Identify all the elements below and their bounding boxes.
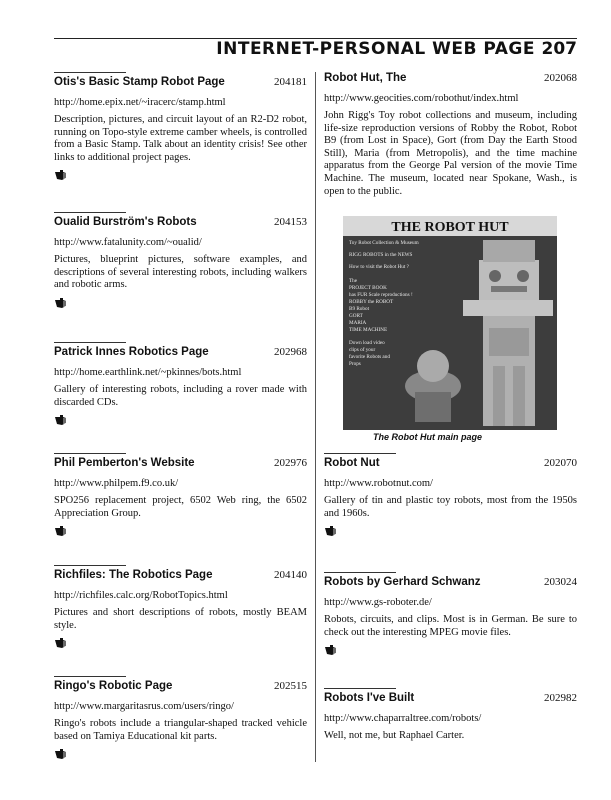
menu-line: TIME MACHINE <box>349 327 388 333</box>
entry-title: Patrick Innes Robotics Page <box>54 346 209 358</box>
entry-robot-nut <box>324 453 577 542</box>
entry-description: Well, not me, but Raphael Carter. <box>324 730 465 741</box>
entry-url[interactable]: http://www.geocities.com/robothut/index.html <box>324 93 519 104</box>
entry-header <box>54 569 307 581</box>
entry-title: Robot Nut <box>324 457 380 469</box>
hand-pointer-icon <box>54 748 68 760</box>
entry-code: 204153 <box>274 216 307 228</box>
hand-pointer-icon <box>324 644 338 656</box>
entry-url[interactable]: http://www.philpem.f9.co.uk/ <box>54 478 179 489</box>
entry-code: 202070 <box>544 457 577 469</box>
entry-url[interactable]: http://www.gs-roboter.de/ <box>324 597 432 608</box>
menu-line: MARIA <box>349 320 367 326</box>
entry-description: Pictures and short descriptions of robots, mostly BEAM style. <box>54 607 307 631</box>
menu-line: clips of your <box>349 347 376 353</box>
entry-header <box>54 76 307 88</box>
entry-description: Robots, circuits, and clips. Most is in German. Be sure to check out the interesting MPEG movie files. <box>324 614 577 638</box>
entry-header <box>324 457 577 469</box>
entry-code: 202515 <box>274 680 307 692</box>
menu-line: PROJECT BOOK <box>349 285 387 291</box>
entry-description: Description, pictures, and circuit layout of an R2-D2 robot, running on Topo-style extreme camber wheels, is controlled from a Basic Stamp. Talk about an identity crisis! See other links to additional project pages. <box>54 114 307 163</box>
entry-title: Robots by Gerhard Schwanz <box>324 576 481 588</box>
page-title: INTERNET-PERSONAL WEB PAGE <box>216 39 535 59</box>
entry-header <box>324 576 577 588</box>
entry-code: 202976 <box>274 457 307 469</box>
entry-title: Richfiles: The Robotics Page <box>54 569 213 581</box>
menu-line: The <box>349 278 358 284</box>
entry-rule <box>324 453 396 454</box>
page-header <box>54 38 577 60</box>
menu-line: How to visit the Robot Hut ? <box>349 264 409 270</box>
entry-rule <box>54 453 126 454</box>
entry-rule <box>54 212 126 213</box>
entry-code: 204181 <box>274 76 307 88</box>
entry-code: 202968 <box>274 346 307 358</box>
hand-pointer-icon <box>54 297 68 309</box>
hand-pointer-icon <box>54 637 68 649</box>
entry-description: SPO256 replacement project, 6502 Web ring, the 6502 Appreciation Group. <box>54 495 307 519</box>
robot-hut-screenshot <box>343 216 557 430</box>
menu-line: Toy Robot Collection & Museum <box>349 240 419 246</box>
menu-line: Down load video <box>349 340 385 346</box>
entry-header <box>54 457 307 469</box>
entry-rule <box>54 72 126 73</box>
menu-line: ROBBY the ROBOT <box>349 299 394 305</box>
entry-code: 202982 <box>544 692 577 704</box>
entry-oualid <box>54 212 307 314</box>
hand-pointer-icon <box>54 525 68 537</box>
entry-title: Phil Pemberton's Website <box>54 457 195 469</box>
page-number: 207 <box>541 39 577 59</box>
entry-url[interactable]: http://home.earthlink.net/~pkinnes/bots.html <box>54 367 242 378</box>
robot-hut-image <box>343 216 557 430</box>
entry-description: Ringo's robots include a triangular-shaped tracked vehicle based on Tamiya Educational kit parts. <box>54 718 307 742</box>
entry-url[interactable]: http://www.chaparraltree.com/robots/ <box>324 713 482 724</box>
entry-title: Ringo's Robotic Page <box>54 680 173 692</box>
entry-url[interactable]: http://www.robotnut.com/ <box>324 478 433 489</box>
entry-rule <box>54 342 126 343</box>
menu-line: RIGG ROBOTS in the NEWS <box>349 252 413 258</box>
figure-caption: The Robot Hut main page <box>373 432 482 442</box>
entry-header <box>54 346 307 358</box>
entry-title: Robots I've Built <box>324 692 415 704</box>
entry-description: Pictures, blueprint pictures, software examples, and descriptions of several interesting robots, including walkers and robotic arms. <box>54 254 307 291</box>
menu-line: has FUR Scale reproductions ! <box>349 292 413 298</box>
entry-title: Otis's Basic Stamp Robot Page <box>54 76 225 88</box>
entry-url[interactable]: http://www.fatalunity.com/~oualid/ <box>54 237 202 248</box>
entry-code: 202068 <box>544 72 577 84</box>
entry-header <box>324 692 577 704</box>
hand-pointer-icon <box>54 414 68 426</box>
entry-header <box>54 216 307 228</box>
entry-description: Gallery of tin and plastic toy robots, most from the 1950s and 1960s. <box>324 495 577 519</box>
entry-otis <box>54 72 307 186</box>
entry-rule <box>54 676 126 677</box>
entry-robots-ive-built <box>324 688 577 743</box>
menu-line: GORT <box>349 313 363 319</box>
entry-code: 203024 <box>544 576 577 588</box>
entry-rule <box>324 688 396 689</box>
entry-rule <box>324 572 396 573</box>
entry-patrick <box>54 342 307 431</box>
entry-header <box>54 680 307 692</box>
entry-robot-hut <box>324 72 577 198</box>
column-divider <box>315 72 316 762</box>
entry-title: Oualid Burström's Robots <box>54 216 197 228</box>
entry-description: Gallery of interesting robots, including a rover made with discarded CDs. <box>54 384 307 408</box>
entry-url[interactable]: http://www.margaritasrus.com/users/ringo/ <box>54 701 234 712</box>
screenshot-title: THE ROBOT HUT <box>391 220 509 235</box>
entry-richfiles <box>54 565 307 654</box>
entry-phil <box>54 453 307 542</box>
entry-code: 204140 <box>274 569 307 581</box>
menu-line: Props <box>349 361 361 367</box>
menu-line: B9 Robot <box>349 306 370 312</box>
entry-gerhard-schwanz <box>324 572 577 661</box>
entry-description: John Rigg's Toy robot collections and museum, including life-size reproduction versions of Robby the Robot, Robot B9 (from Lost in Space), Gort (from Day the Earth Stood Still), Maria (from Metropolis), and the time machine apparatus from the George Pal version of the movie Time Machine. The museum, located near Spokane, Wash., is open to the public. <box>324 110 577 197</box>
entry-ringo <box>54 676 307 765</box>
hand-pointer-icon <box>54 169 68 181</box>
entry-url[interactable]: http://home.epix.net/~iracerc/stamp.html <box>54 97 226 108</box>
entry-title: Robot Hut, The <box>324 72 407 84</box>
menu-line: favorite Robots and <box>349 354 390 360</box>
entry-url[interactable]: http://richfiles.calc.org/RobotTopics.html <box>54 590 228 601</box>
entry-header <box>324 72 577 84</box>
hand-pointer-icon <box>324 525 338 537</box>
entry-rule <box>54 565 126 566</box>
